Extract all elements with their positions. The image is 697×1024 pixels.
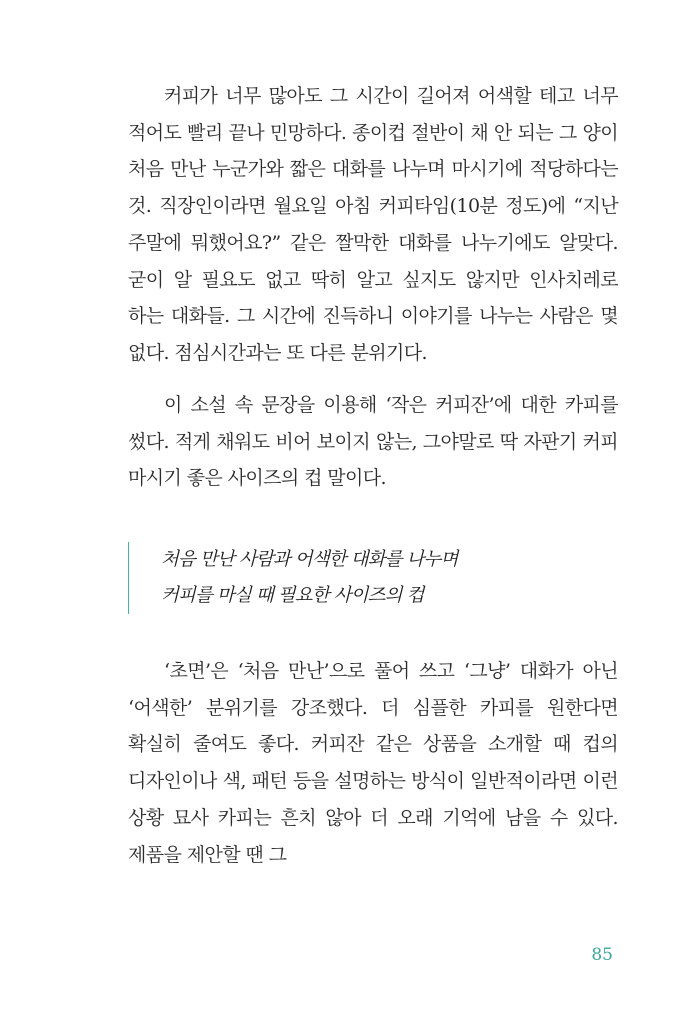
- copy-quote-block: [128, 542, 621, 614]
- body-paragraph-3: ‘초면’은 ‘처음 만난’으로 풀어 쓰고 ‘그냥’ 대화가 아닌 ‘어색한’ 분위기를 강조했다. 더 심플한 카피를 원한다면 확실히 줄여도 좋다. 커피잔 같은 상품을 소개할 때 컵의 디자인이나 색, 패턴 등을 설명하는 방식이 일반적이라면 이런 상황 묘사 카피는 흔치 않아 더 오래 기억에 남을 수 있다. 제품을 제안할 땐 그: [128, 660, 618, 866]
- body-paragraph-1: 커피가 너무 많아도 그 시간이 길어져 어색할 테고 너무 적어도 빨리 끝나 민망하다. 종이컵 절반이 채 안 되는 그 양이 처음 만난 누군가와 짧은 대화를 나누며 마시기에 적당하다는 것. 직장인이라면 월요일 아침 커피타임(10분 정도)에 “지난 주말에 뭐했어요?” 같은 짤막한 대화를 나누기에도 알맞다. 굳이 알 필요도 없고 딱히 알고 싶지도 않지만 인사치레로 하는 대화들. 그 시간에 진득하니 이야기를 나누는 사람은 몇 없다. 점심시간과는 또 다른 분위기다.: [128, 85, 618, 364]
- quote-line-1: 처음 만난 사람과 어색한 대화를 나누며: [161, 549, 458, 570]
- page-number: 85: [591, 945, 613, 965]
- quote-line-2: 커피를 마실 때 필요한 사이즈의 컵: [161, 585, 424, 606]
- body-paragraph-2: 이 소설 속 문장을 이용해 ‘작은 커피잔’에 대한 카피를 썼다. 적게 채워도 비어 보이지 않는, 그야말로 딱 자판기 커피 마시기 좋은 사이즈의 컵 말이다.: [128, 394, 618, 490]
